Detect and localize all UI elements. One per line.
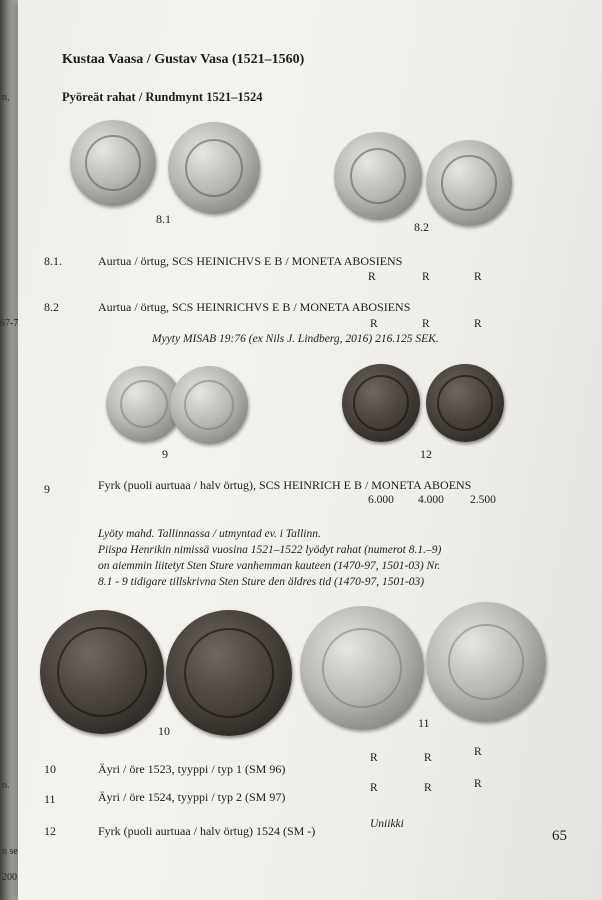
prev-page-fragment: n se xyxy=(2,846,18,857)
note-line: on aiemmin liitetyt Sten Sture vanhemman kauteen (1470-97, 1501-03) Nr. xyxy=(98,560,441,572)
grade-value: R xyxy=(474,746,482,758)
note-line: Lyöty mahd. Tallinnassa / utmyntad ev. i Tallinn. xyxy=(98,528,321,540)
note-line: Piispa Henrikin nimissä vuosina 1521–1522 lyödyt rahat (numerot 8.1.–9) xyxy=(98,544,442,556)
grade-value: R xyxy=(424,782,432,794)
entry-description: Fyrk (puoli aurtuaa / halv örtug), SCS HEINRICH E B / MONETA ABOENS xyxy=(98,478,472,492)
prev-page-fragment: 67-7 xyxy=(0,318,19,329)
figure-label-11: 11 xyxy=(418,716,430,730)
grade-value: R xyxy=(474,318,482,330)
coin-11-obverse xyxy=(300,606,424,730)
entry-number: 8.1. xyxy=(44,254,62,268)
unique-note: Uniikki xyxy=(370,818,404,830)
entry-number: 10 xyxy=(44,762,56,776)
figure-label-12: 12 xyxy=(420,447,432,461)
grade-value: R xyxy=(370,752,378,764)
entry-number: 11 xyxy=(44,792,56,806)
entry-description: Fyrk (puoli aurtuaa / halv örtug) 1524 (SM -) xyxy=(98,824,316,838)
catalog-page xyxy=(18,0,602,900)
price-value: 2.500 xyxy=(470,494,496,506)
grade-value: R xyxy=(370,782,378,794)
figure-label-8-1: 8.1 xyxy=(156,212,171,226)
entry-number: 9 xyxy=(44,482,50,496)
page-number: 65 xyxy=(552,828,567,844)
sale-note: Myyty MISAB 19:76 (ex Nils J. Lindberg, 2016) 216.125 SEK. xyxy=(152,333,439,345)
price-value: 4.000 xyxy=(418,494,444,506)
entry-description: Aurtua / örtug, SCS HEINRICHVS E B / MONETA ABOSIENS xyxy=(98,300,411,314)
entry-description: Äyri / öre 1523, tyyppi / typ 1 (SM 96) xyxy=(98,762,286,776)
grade-value: R xyxy=(370,318,378,330)
coin-8-1-obverse xyxy=(70,120,156,206)
figure-label-9: 9 xyxy=(162,447,168,461)
coin-10-obverse xyxy=(40,610,164,734)
entry-description: Aurtua / örtug, SCS HEINICHVS E B / MONETA ABOSIENS xyxy=(98,254,403,268)
section-subtitle: Pyöreät rahat / Rundmynt 1521–1524 xyxy=(62,90,263,104)
grade-value: R xyxy=(424,752,432,764)
figure-label-8-2: 8.2 xyxy=(414,220,429,234)
coin-10-reverse xyxy=(166,610,292,736)
prev-page-fragment: 200 xyxy=(2,872,17,883)
coin-12-reverse xyxy=(426,364,504,442)
grade-value: R xyxy=(368,271,376,283)
entry-number: 12 xyxy=(44,824,56,838)
coin-9-reverse xyxy=(170,366,248,444)
grade-value: R xyxy=(474,271,482,283)
entry-number: 8.2 xyxy=(44,300,59,314)
figure-label-10: 10 xyxy=(158,724,170,738)
prev-page-fragment: o. xyxy=(2,780,10,791)
coin-12-obverse xyxy=(342,364,420,442)
note-line: 8.1 - 9 tidigare tillskrivna Sten Sture den äldres tid (1470-97, 1501-03) xyxy=(98,576,425,588)
price-value: 6.000 xyxy=(368,494,394,506)
prev-page-fragment: n, xyxy=(2,92,10,103)
grade-value: R xyxy=(422,271,430,283)
coin-8-2-obverse xyxy=(334,132,422,220)
coin-11-reverse xyxy=(426,602,546,722)
grade-value: R xyxy=(474,778,482,790)
coin-8-1-reverse xyxy=(168,122,260,214)
page-title: Kustaa Vaasa / Gustav Vasa (1521–1560) xyxy=(62,52,305,67)
entry-description: Äyri / öre 1524, tyyppi / typ 2 (SM 97) xyxy=(98,790,286,804)
coin-8-2-reverse xyxy=(426,140,512,226)
grade-value: R xyxy=(422,318,430,330)
